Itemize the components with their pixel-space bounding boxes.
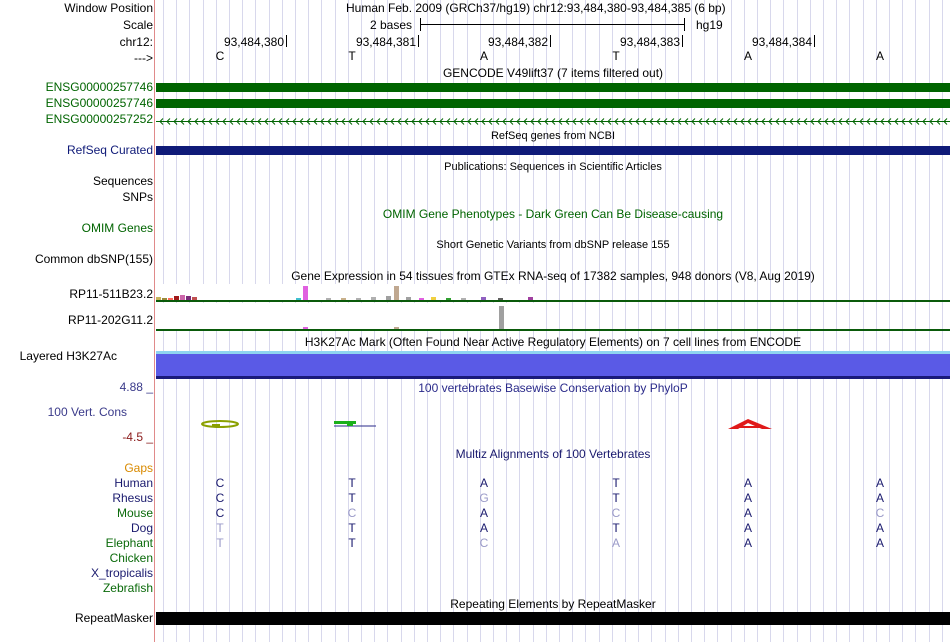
gtex-gene-label[interactable]: RP11-202G11.2	[68, 313, 153, 327]
dbsnp-label[interactable]: Common dbSNP(155)	[34, 252, 153, 266]
h3k27ac-label[interactable]: Layered H3K27Ac	[19, 349, 117, 363]
sequences-label[interactable]: Sequences	[92, 174, 153, 188]
gencode-gene-bar[interactable]	[156, 99, 950, 108]
phylop-min-label: -4.5 _	[122, 430, 153, 444]
gaps-label: Gaps	[124, 461, 153, 475]
alignment-base: A	[875, 521, 884, 535]
scale-text: 2 bases	[370, 18, 413, 32]
label-separator	[154, 0, 155, 642]
gtex-tissue-bar[interactable]	[394, 286, 399, 300]
gtex-bars-1[interactable]	[156, 283, 950, 301]
omim-title: OMIM Gene Phenotypes - Dark Green Can Be Disease-causing	[382, 207, 724, 221]
species-label[interactable]: Human	[114, 476, 153, 490]
alignment-base: T	[216, 536, 224, 550]
alignment-base: A	[743, 536, 752, 550]
gtex-bars-2[interactable]	[156, 305, 950, 330]
gencode-title: GENCODE V49lift37 (7 items filtered out)	[442, 66, 664, 80]
repeatmasker-label[interactable]: RepeatMasker	[74, 611, 153, 625]
scale-label: Scale	[122, 18, 153, 32]
ruler-tick	[682, 35, 683, 47]
gtex-baseline	[156, 300, 950, 302]
phylop-title: 100 vertebrates Basewise Conservation by PhyloP	[418, 381, 688, 395]
reference-base: A	[479, 49, 488, 63]
ruler-position-label: 93,484,380	[223, 35, 284, 49]
omim-label[interactable]: OMIM Genes	[81, 221, 153, 235]
multiz-title: Multiz Alignments of 100 Vertebrates	[455, 447, 651, 461]
phylop-logo-c-stem[interactable]	[212, 424, 220, 427]
strand-label: --->	[134, 51, 153, 65]
species-label[interactable]: Elephant	[105, 536, 153, 550]
alignment-base: T	[612, 521, 620, 535]
gencode-gene-bar[interactable]	[156, 83, 950, 92]
alignment-base: A	[743, 506, 752, 520]
refseq-gene-bar[interactable]	[156, 146, 950, 155]
snps-label[interactable]: SNPs	[122, 190, 153, 204]
alignment-base: C	[215, 491, 225, 505]
h3k27ac-title: H3K27Ac Mark (Often Found Near Active Regulatory Elements) on 7 cell lines from ENCODE	[304, 335, 802, 349]
phylop-logo-t-stem[interactable]	[347, 421, 353, 426]
species-label[interactable]: Dog	[130, 521, 153, 535]
species-label[interactable]: Rhesus	[112, 491, 153, 505]
ruler-tick	[286, 35, 287, 47]
alignment-base: G	[479, 491, 489, 505]
gtex-gene-label[interactable]: RP11-511B23.2	[69, 287, 153, 301]
gencode-item-label[interactable]: ENSG00000257746	[45, 96, 153, 110]
alignment-base: A	[479, 521, 488, 535]
assembly-label: hg19	[696, 18, 723, 32]
refseq-title: RefSeq genes from NCBI	[490, 130, 616, 142]
gencode-intron-line[interactable]	[156, 115, 950, 124]
alignment-base: A	[875, 491, 884, 505]
gtex-baseline	[156, 329, 950, 331]
alignment-base: T	[612, 491, 620, 505]
dbsnp-title: Short Genetic Variants from dbSNP release 155	[436, 239, 670, 251]
reference-base: A	[743, 49, 752, 63]
alignment-base: C	[215, 506, 225, 520]
reference-base: A	[875, 49, 884, 63]
alignment-base: T	[348, 536, 356, 550]
repeatmasker-title: Repeating Elements by RepeatMasker	[450, 597, 656, 611]
ruler-position-label: 93,484,383	[619, 35, 680, 49]
phylop-label[interactable]: 100 Vert. Cons	[47, 405, 127, 419]
alignment-base: A	[479, 476, 488, 490]
reference-base: T	[348, 49, 356, 63]
scale-bar-tick	[420, 18, 421, 31]
h3k27ac-layer	[156, 376, 950, 379]
refseq-label[interactable]: RefSeq Curated	[66, 143, 153, 157]
gtex-title: Gene Expression in 54 tissues from GTEx RNA-seq of 17382 samples, 948 donors (V8, Aug 2019)	[291, 269, 815, 283]
alignment-base: A	[875, 476, 884, 490]
species-label[interactable]: Zebrafish	[102, 581, 153, 595]
alignment-base: C	[347, 506, 357, 520]
publications-title: Publications: Sequences in Scientific Articles	[444, 161, 662, 173]
alignment-base: T	[348, 521, 356, 535]
alignment-base: C	[875, 506, 885, 520]
scale-bar	[420, 24, 685, 25]
reference-base: T	[612, 49, 620, 63]
phylop-max-label: 4.88 _	[119, 380, 153, 394]
ruler-position-label: 93,484,384	[751, 35, 812, 49]
window-position-label: Window Position	[64, 1, 153, 15]
alignment-base: A	[743, 491, 752, 505]
phylop-logos[interactable]	[156, 414, 950, 434]
gencode-item-label[interactable]: ENSG00000257746	[45, 80, 153, 94]
intron-arrows	[156, 117, 950, 126]
species-label[interactable]: X_tropicalis	[90, 566, 153, 580]
alignment-base: A	[743, 476, 752, 490]
track-labels-column	[0, 0, 153, 642]
ruler-position-label: 93,484,381	[355, 35, 416, 49]
alignment-base: T	[216, 521, 224, 535]
gtex-tissue-bar[interactable]	[499, 306, 504, 329]
alignment-base: A	[479, 506, 488, 520]
alignment-base: T	[348, 491, 356, 505]
gencode-item-label[interactable]: ENSG00000257252	[45, 112, 153, 126]
h3k27ac-signal[interactable]	[156, 354, 950, 376]
alignment-base: C	[479, 536, 489, 550]
alignment-base: C	[611, 506, 621, 520]
alignment-base: C	[215, 476, 225, 490]
repeatmasker-bar[interactable]	[156, 612, 950, 625]
alignment-base: A	[611, 536, 620, 550]
ruler-tick	[550, 35, 551, 47]
track-image[interactable]	[156, 0, 950, 642]
reference-base: C	[215, 49, 225, 63]
alignment-base: T	[612, 476, 620, 490]
ruler-tick	[418, 35, 419, 47]
alignment-base: A	[743, 521, 752, 535]
scale-bar-tick	[684, 18, 685, 31]
ruler-position-label: 93,484,382	[487, 35, 548, 49]
species-label[interactable]: Chicken	[109, 551, 153, 565]
chrom-label: chr12:	[119, 35, 153, 49]
window-position-title: Human Feb. 2009 (GRCh37/hg19) chr12:93,484,380-93,484,385 (6 bp)	[346, 1, 726, 15]
gtex-tissue-bar[interactable]	[303, 286, 308, 300]
ruler-tick	[814, 35, 815, 47]
alignment-base: T	[348, 476, 356, 490]
alignment-base: A	[875, 536, 884, 550]
species-label[interactable]: Mouse	[116, 506, 153, 520]
